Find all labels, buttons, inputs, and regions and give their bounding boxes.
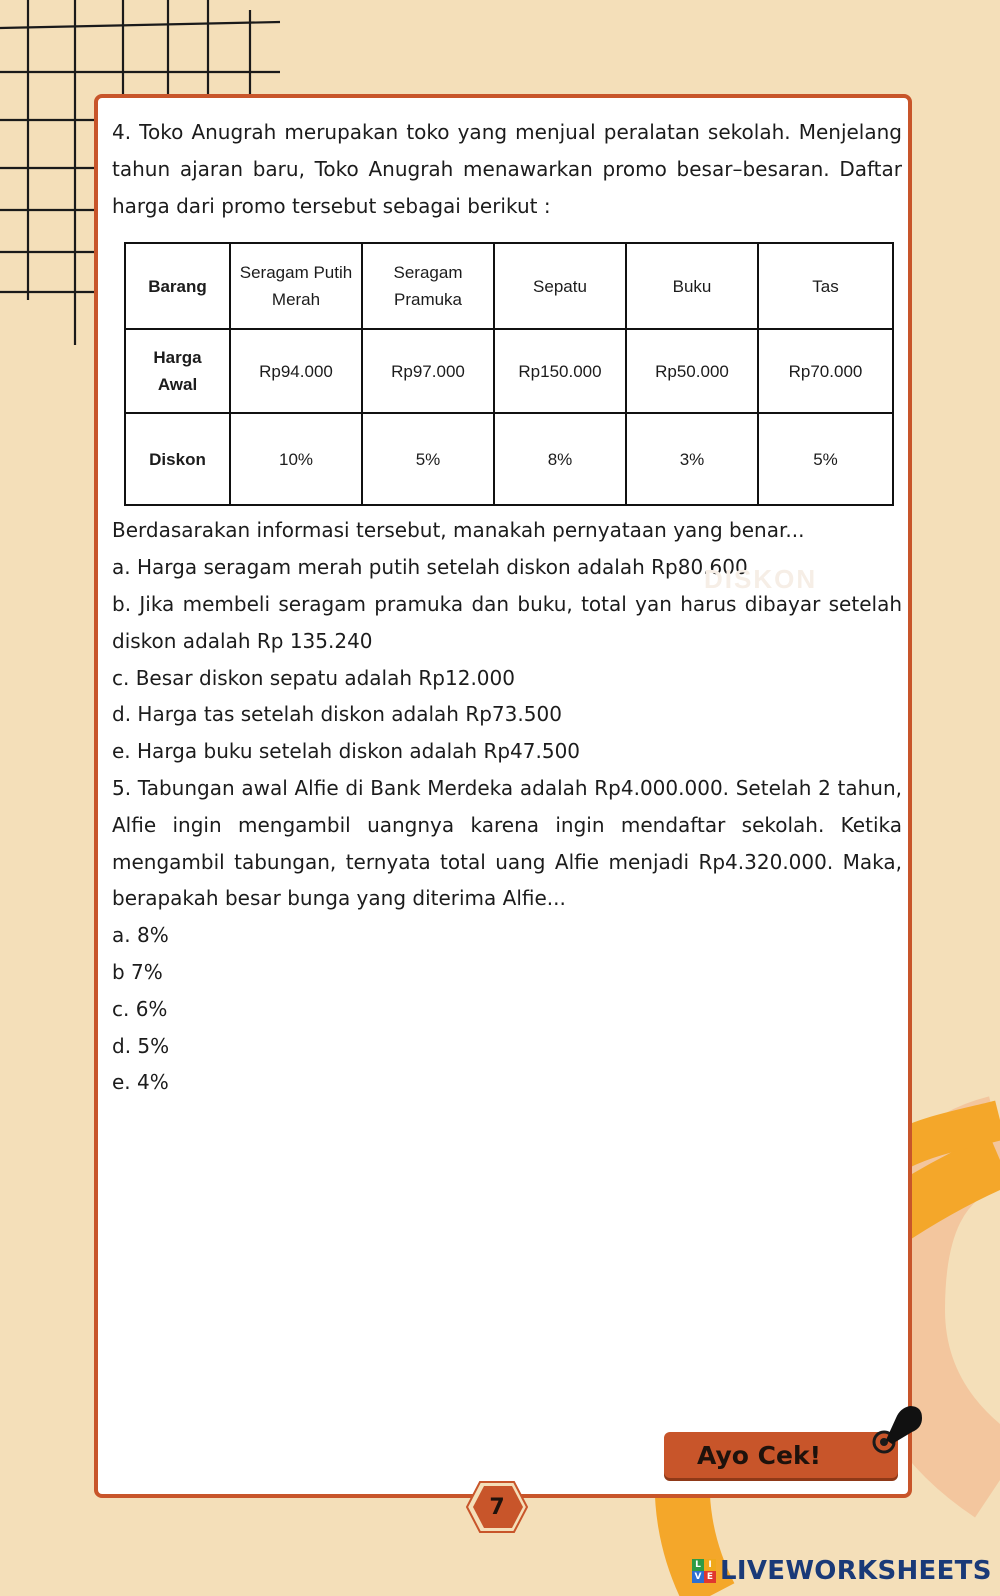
option-5b: b 7% (112, 959, 163, 984)
table-header-row (125, 243, 893, 329)
table-cell: Rp150.000 (494, 329, 626, 413)
table-cell: Seragam Putih Merah (230, 243, 362, 329)
liveworksheets-logo-icon: L I V E (692, 1559, 716, 1583)
table-cell: Rp50.000 (626, 329, 758, 413)
option-4b: b. Jika membeli seragam pramuka dan buku, total yan harus dibayar setelah diskon adalah Rp 135.240 (112, 591, 902, 653)
price-table (124, 242, 894, 506)
question-4-prompt: Berdasarakan informasi tersebut, manakah pernyataan yang benar... (112, 518, 805, 543)
option-4d: d. Harga tas setelah diskon adalah Rp73.500 (112, 702, 562, 727)
question-5-text: 5. Tabungan awal Alfie di Bank Merdeka adalah Rp4.000.000. Setelah 2 tahun, Alfie ingin mengambil uangnya karena ingin mendaftar sekolah. Ketika mengambil tabungan, ternyata total uang Alfie menjadi Rp4.320.000. Maka, berapakah besar bunga yang diterima Alfie... (112, 775, 902, 911)
table-cell: 10% (230, 413, 362, 505)
option-5c: c. 6% (112, 996, 168, 1021)
table-row (125, 413, 893, 505)
table-cell: 8% (494, 413, 626, 505)
ayo-cek-button[interactable]: Ayo Cek! (664, 1432, 898, 1478)
option-5e: e. 4% (112, 1070, 169, 1095)
worksheet-card (94, 94, 912, 1498)
table-cell: Buku (626, 243, 758, 329)
pointing-hand-icon (866, 1398, 926, 1462)
table-cell: Harga Awal (125, 329, 230, 413)
option-4e: e. Harga buku setelah diskon adalah Rp47.500 (112, 739, 581, 764)
table-cell: Rp70.000 (758, 329, 893, 413)
table-cell: 5% (362, 413, 494, 505)
table-cell: Seragam Pramuka (362, 243, 494, 329)
table-cell: 3% (626, 413, 758, 505)
table-row (125, 329, 893, 413)
worksheet-content (112, 114, 902, 1101)
table-cell: Diskon (125, 413, 230, 505)
option-5d: d. 5% (112, 1033, 170, 1058)
liveworksheets-brand[interactable] (692, 1553, 992, 1589)
table-cell: Tas (758, 243, 893, 329)
question-4-text: 4. Toko Anugrah merupakan toko yang menjual peralatan sekolah. Menjelang tahun ajaran baru, Toko Anugrah menawarkan promo besar–besaran. Daftar harga dari promo tersebut sebagai berikut : (112, 120, 902, 218)
option-4a: a. Harga seragam merah putih setelah diskon adalah Rp80.600 (112, 555, 748, 580)
table-cell: Rp97.000 (362, 329, 494, 413)
page-number: 7 (489, 1494, 505, 1520)
liveworksheets-text: LIVEWORKSHEETS (720, 1556, 992, 1586)
diskon-watermark: DISKON (704, 564, 818, 594)
option-4c: c. Besar diskon sepatu adalah Rp12.000 (112, 665, 515, 690)
table-cell: Rp94.000 (230, 329, 362, 413)
table-cell: Sepatu (494, 243, 626, 329)
table-cell: 5% (758, 413, 893, 505)
option-5a: a. 8% (112, 923, 169, 948)
table-cell: Barang (125, 243, 230, 329)
